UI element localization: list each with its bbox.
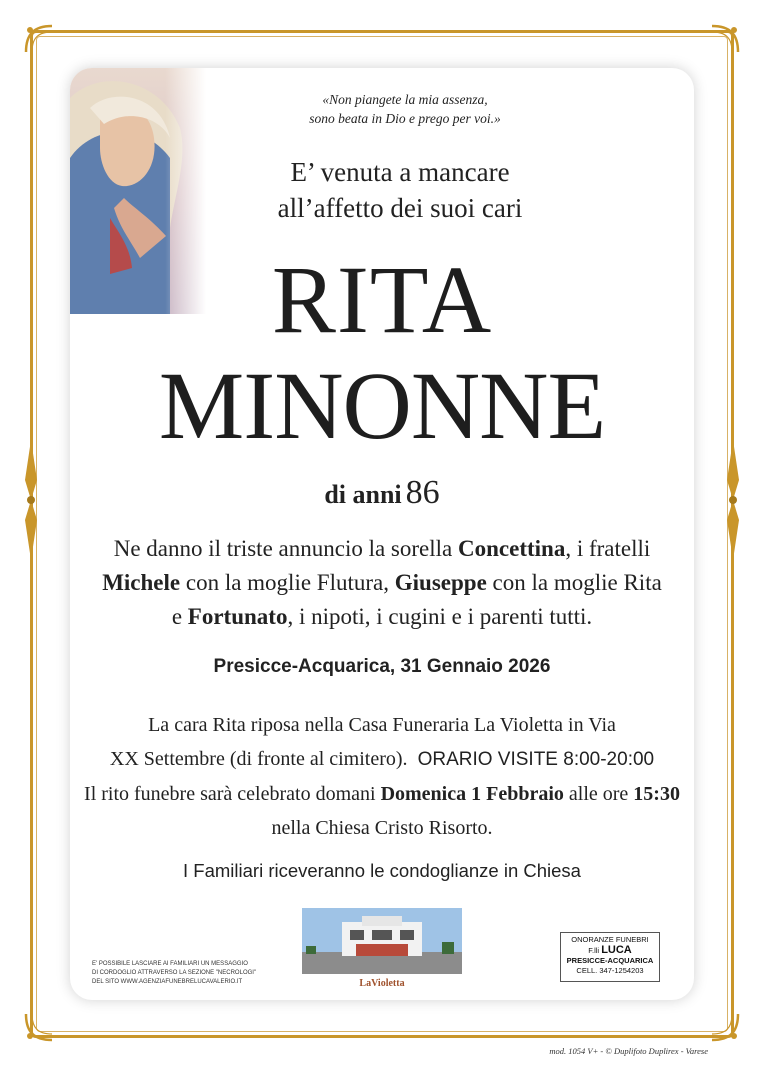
quote-line: «Non piangete la mia assenza, — [322, 92, 488, 107]
quote — [250, 90, 560, 128]
funeral-home-name-line: F.lli LUCA — [588, 944, 632, 956]
relative-name: Michele — [102, 570, 181, 595]
corner-ornament-icon — [22, 1010, 56, 1044]
funeral-home-phone: CELL. 347-1254203 — [576, 966, 644, 975]
corner-ornament-icon — [708, 22, 742, 56]
funeral-time: 15:30 — [633, 783, 680, 805]
info-line: Il rito funebre sarà celebrato domani Domenica 1 Febbraio alle ore 15:30 — [84, 783, 680, 805]
footer-credit: mod. 1054 V+ - © Duplifoto Duplirex - Varese — [549, 1046, 708, 1056]
relative-name: Giuseppe — [394, 570, 487, 595]
place-date: Presicce-Acquarica, 31 Gennaio 2026 — [213, 656, 551, 677]
relative-name: Concettina — [458, 536, 566, 561]
age-label: di anni — [324, 480, 402, 509]
intro-text — [220, 154, 580, 226]
funeral-home-label: ONORANZE FUNEBRI — [571, 935, 649, 944]
announcement — [78, 532, 686, 634]
corner-ornament-icon — [708, 1010, 742, 1044]
funeral-home-name: LUCA — [601, 944, 632, 956]
last-name: MINONNE — [158, 352, 606, 459]
info-line: nella Chiesa Cristo Risorto. — [271, 817, 493, 839]
funeral-date: Domenica 1 Febbraio — [380, 783, 564, 805]
photo-caption: LaVioletta — [359, 978, 405, 989]
visiting-hours: ORARIO VISITE 8:00-20:00 — [417, 749, 655, 770]
obituary-card — [70, 68, 694, 1000]
quote-line: sono beata in Dio e prego per voi.» — [309, 111, 501, 126]
condolences-note: I Familiari riceveranno le condoglianze in Chiesa — [183, 860, 581, 881]
announcement-line: Michele con la moglie Flutura, Giuseppe con la moglie Rita — [102, 570, 662, 595]
age-value: 86 — [405, 474, 440, 511]
info-line: La cara Rita riposa nella Casa Funeraria La Violetta in Via — [148, 714, 616, 736]
website-note: E' POSSIBILE LASCIARE AI FAMILIARI UN MESSAGGIO DI CORDOGLIO ATTRAVERSO LA SEZIONE "NECROLOGI" DEL SITO WWW.AGENZIAFUNEBRELUCAVALERIO.IT — [92, 961, 257, 985]
announcement-line: Ne danno il triste annuncio la sorella Concettina, i fratelli — [113, 536, 651, 561]
info-line: XX Settembre (di fronte al cimitero). ORARIO VISITE 8:00-20:00 — [109, 748, 655, 770]
funeral-info — [74, 708, 690, 845]
first-name: RITA — [271, 246, 493, 353]
funeral-home-photo-icon — [302, 908, 462, 974]
side-ornament-icon — [725, 440, 741, 560]
announcement-line: e Fortunato, i nipoti, i cugini e i parenti tutti. — [171, 604, 593, 629]
intro-line: E’ venuta a mancare — [290, 157, 510, 187]
intro-line: all’affetto dei suoi cari — [277, 193, 523, 223]
side-ornament-icon — [23, 440, 39, 560]
funeral-home-box — [560, 932, 660, 982]
corner-ornament-icon — [22, 22, 56, 56]
funeral-home-town: PRESICCE-ACQUARICA — [566, 956, 654, 965]
relative-name: Fortunato — [187, 604, 288, 629]
age — [70, 474, 694, 512]
